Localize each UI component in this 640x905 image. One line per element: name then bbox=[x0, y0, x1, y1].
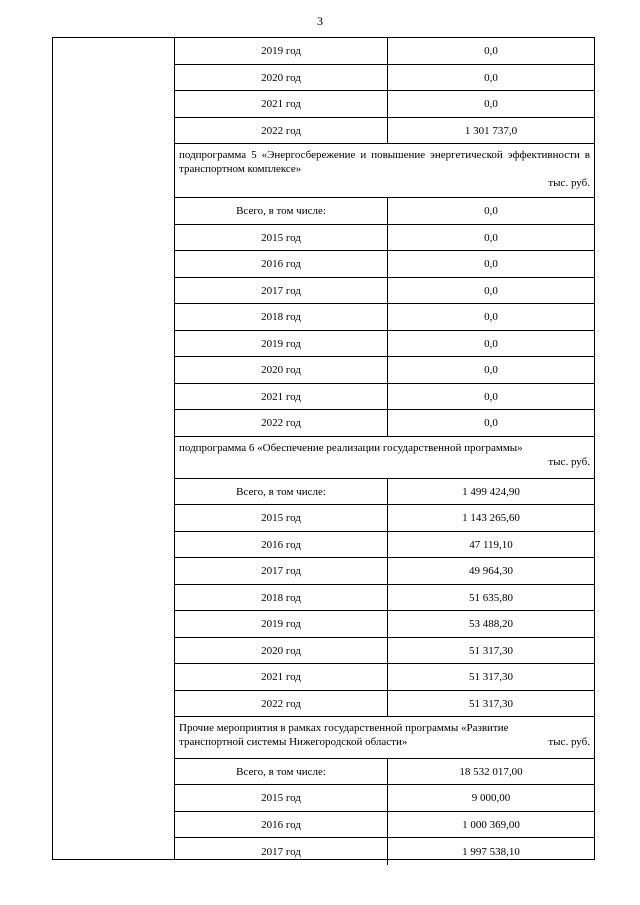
left-empty-column bbox=[53, 38, 175, 859]
subprogram-5-title: подпрограмма 5 «Энергосбережение и повышение энергетической эффективности в транспортном комплексе» bbox=[179, 149, 590, 175]
funding-table-body bbox=[175, 38, 594, 859]
table-row bbox=[175, 611, 594, 638]
year-cell: 2015 год bbox=[175, 225, 388, 250]
table-row bbox=[175, 278, 594, 304]
table-row bbox=[175, 304, 594, 331]
table-row bbox=[175, 479, 594, 505]
table-row bbox=[175, 225, 594, 251]
value-cell: 0,0 bbox=[484, 45, 498, 57]
value-cell: 0,0 bbox=[484, 258, 498, 270]
value-cell: 1 997 538,10 bbox=[462, 845, 520, 858]
table-row bbox=[175, 384, 594, 410]
page-number: 3 bbox=[317, 14, 323, 28]
value-cell: 0,0 bbox=[484, 205, 498, 217]
year-cell: 2018 год bbox=[175, 585, 388, 610]
table-row bbox=[175, 505, 594, 532]
value-cell: 0,0 bbox=[484, 337, 498, 350]
value-cell: 0,0 bbox=[484, 231, 498, 244]
value-cell: 0,0 bbox=[484, 284, 498, 297]
year-cell: 2021 год bbox=[175, 384, 388, 409]
value-cell: 49 964,30 bbox=[469, 565, 513, 577]
table-row bbox=[175, 691, 594, 717]
unit-label: тыс. руб. bbox=[548, 736, 590, 748]
value-cell: 51 317,30 bbox=[469, 697, 513, 710]
year-cell: 2020 год bbox=[175, 357, 388, 383]
other-activities-title-line1: Прочие мероприятия в рамках государственной программы «Развитие bbox=[179, 722, 509, 734]
value-cell: 0,0 bbox=[484, 71, 498, 84]
table-row bbox=[175, 331, 594, 357]
year-cell: 2016 год bbox=[175, 812, 388, 837]
table-row bbox=[175, 91, 594, 118]
year-cell: 2021 год bbox=[175, 664, 388, 690]
table-row bbox=[175, 585, 594, 611]
table-row bbox=[175, 251, 594, 278]
value-cell: 1 143 265,60 bbox=[462, 512, 520, 524]
subprogram-5-heading bbox=[175, 144, 594, 198]
other-activities-title-line2-wrap bbox=[179, 735, 590, 749]
year-cell: 2022 год bbox=[175, 118, 388, 143]
year-cell: 2016 год bbox=[175, 251, 388, 277]
unit-label: тыс. руб. bbox=[548, 177, 590, 189]
other-activities-heading bbox=[175, 717, 594, 759]
year-cell: 2016 год bbox=[175, 532, 388, 557]
table-row bbox=[175, 638, 594, 664]
year-cell: 2018 год bbox=[175, 304, 388, 330]
value-cell: 53 488,20 bbox=[469, 618, 513, 630]
table-row bbox=[175, 785, 594, 812]
value-cell: 1 499 424,90 bbox=[462, 485, 520, 498]
year-cell: Всего, в том числе: bbox=[175, 479, 388, 504]
year-cell: 2021 год bbox=[175, 91, 388, 117]
table-row bbox=[175, 118, 594, 144]
table-row bbox=[175, 532, 594, 558]
year-cell: 2015 год bbox=[175, 505, 388, 531]
table-row bbox=[175, 812, 594, 838]
value-cell: 9 000,00 bbox=[471, 792, 511, 804]
table-row bbox=[175, 558, 594, 585]
year-cell: Всего, в том числе: bbox=[175, 759, 388, 784]
other-activities-title-line2: транспортной системы Нижегородской области» bbox=[179, 736, 408, 748]
value-cell: 51 635,80 bbox=[469, 591, 513, 604]
table-row bbox=[175, 65, 594, 91]
year-cell: 2015 год bbox=[175, 785, 388, 811]
value-cell: 0,0 bbox=[484, 311, 498, 323]
year-cell: 2020 год bbox=[175, 65, 388, 90]
value-cell: 1 000 369,00 bbox=[462, 818, 520, 831]
value-cell: 1 301 737,0 bbox=[464, 124, 518, 137]
year-cell: 2017 год bbox=[175, 278, 388, 303]
value-cell: 51 317,30 bbox=[469, 671, 513, 683]
table-row bbox=[175, 198, 594, 225]
year-cell: Всего, в том числе: bbox=[175, 198, 388, 224]
value-cell: 18 532 017,00 bbox=[459, 765, 523, 778]
value-cell: 47 119,10 bbox=[469, 538, 513, 551]
value-cell: 0,0 bbox=[484, 98, 498, 110]
table-row bbox=[175, 838, 594, 865]
year-cell: 2017 год bbox=[175, 558, 388, 584]
table-row bbox=[175, 410, 594, 437]
year-cell: 2022 год bbox=[175, 691, 388, 716]
year-cell: 2019 год bbox=[175, 38, 388, 64]
funding-table bbox=[52, 37, 595, 860]
year-cell: 2019 год bbox=[175, 611, 388, 637]
subprogram-6-title: подпрограмма 6 «Обеспечение реализации государственной программы» bbox=[179, 442, 523, 454]
table-row bbox=[175, 759, 594, 785]
value-cell: 0,0 bbox=[484, 417, 498, 429]
value-cell: 0,0 bbox=[484, 390, 498, 403]
table-row bbox=[175, 664, 594, 691]
unit-label: тыс. руб. bbox=[548, 456, 590, 468]
year-cell: 2020 год bbox=[175, 638, 388, 663]
year-cell: 2019 год bbox=[175, 331, 388, 356]
subprogram-6-heading bbox=[175, 437, 594, 479]
year-cell: 2022 год bbox=[175, 410, 388, 436]
table-row bbox=[175, 38, 594, 65]
table-row bbox=[175, 357, 594, 384]
year-cell: 2017 год bbox=[175, 838, 388, 865]
value-cell: 0,0 bbox=[484, 364, 498, 376]
value-cell: 51 317,30 bbox=[469, 644, 513, 657]
